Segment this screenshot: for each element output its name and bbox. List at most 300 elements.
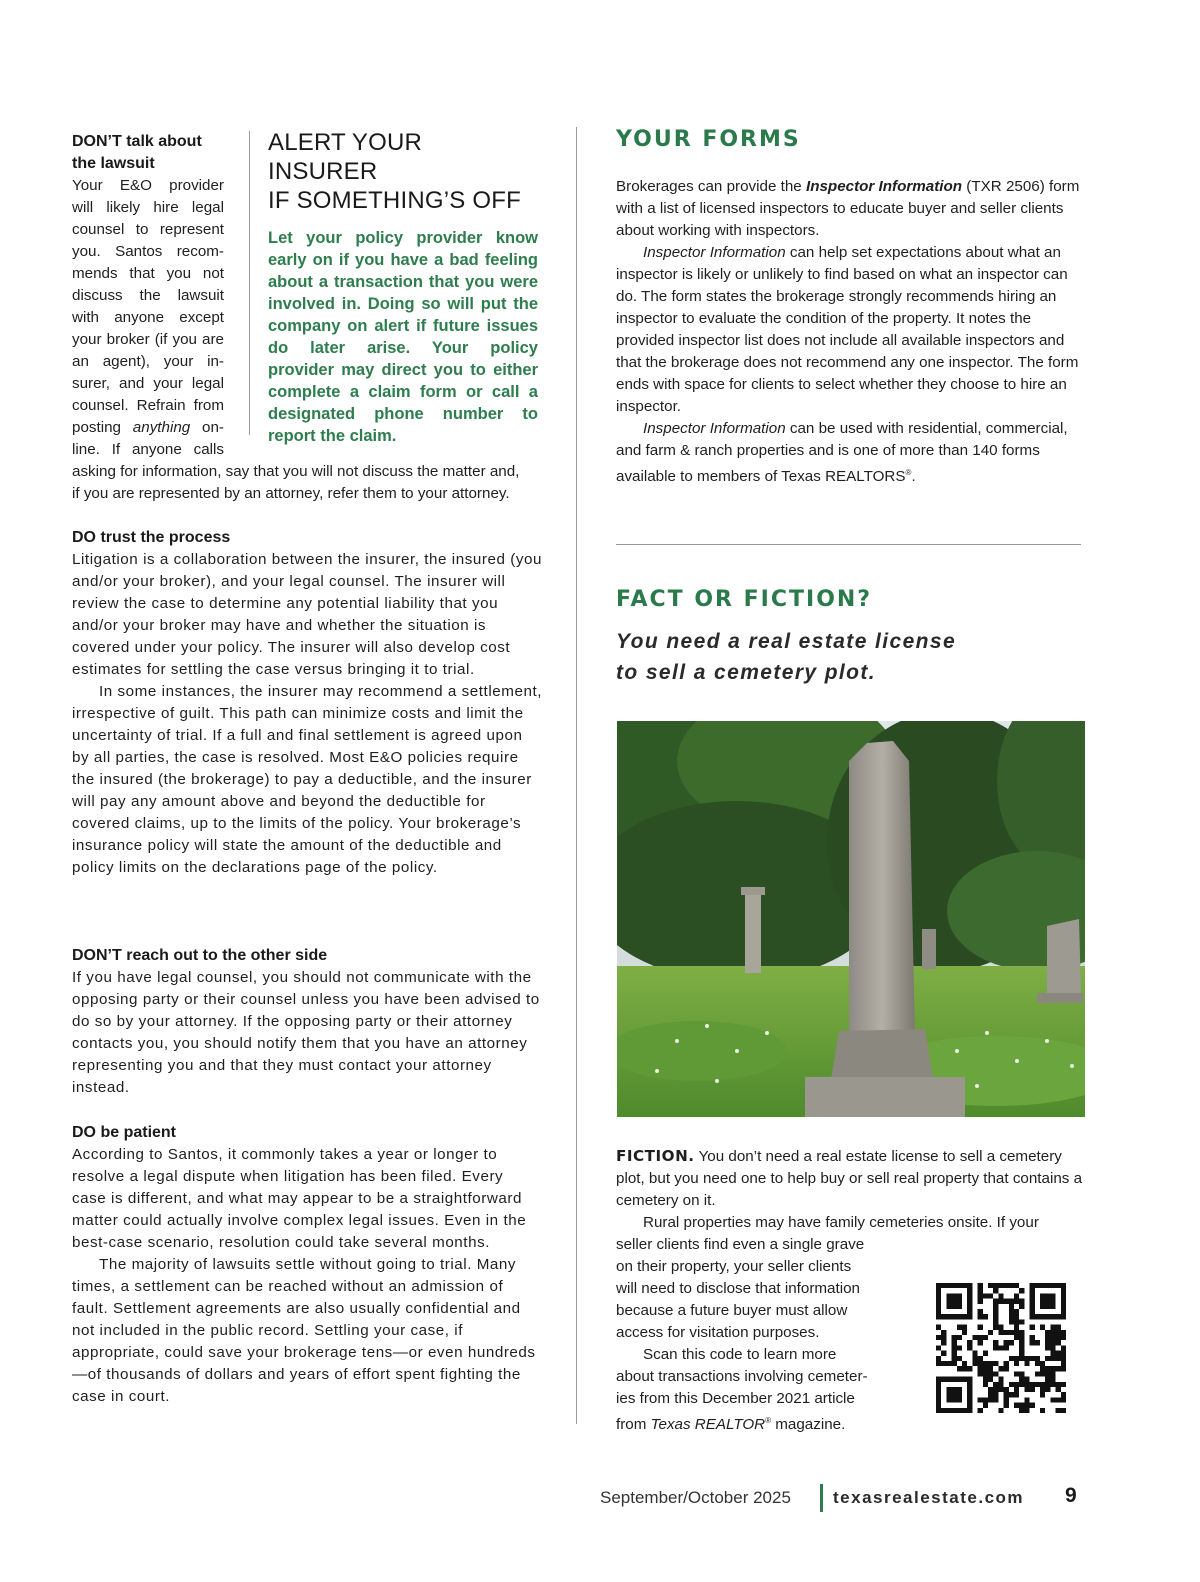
qr-module xyxy=(1014,1319,1019,1324)
qr-module xyxy=(1014,1356,1019,1361)
qr-module xyxy=(1019,1299,1024,1304)
qr-module xyxy=(993,1319,998,1324)
qr-module xyxy=(941,1330,946,1335)
column-divider xyxy=(576,127,577,1424)
footer-site[interactable]: texasrealestate.com xyxy=(833,1488,1025,1507)
qr-module xyxy=(941,1340,946,1345)
qr-module xyxy=(983,1351,988,1356)
from-pre: from xyxy=(616,1416,651,1434)
scan-line-from xyxy=(616,1410,896,1436)
qr-module xyxy=(983,1403,988,1408)
qr-module xyxy=(1040,1382,1045,1387)
qr-module xyxy=(1061,1345,1066,1350)
qr-module xyxy=(1024,1377,1029,1382)
forms-section xyxy=(616,126,1082,488)
qr-module xyxy=(983,1397,988,1402)
footer xyxy=(600,1484,1160,1514)
dont-talk-line: with anyone except xyxy=(72,309,224,326)
dont-talk-line: will likely hire legal xyxy=(72,199,224,216)
qr-module xyxy=(993,1314,998,1319)
qr-module xyxy=(1045,1377,1050,1382)
qr-module xyxy=(1019,1382,1024,1387)
qr-module xyxy=(1035,1361,1040,1366)
qr-module xyxy=(988,1377,993,1382)
qr-module xyxy=(1014,1361,1019,1366)
rural-line: Rural properties may have family cemeteries onsite. If your xyxy=(643,1214,1039,1231)
qr-module xyxy=(1030,1340,1035,1345)
qr-module xyxy=(1035,1356,1040,1361)
qr-module xyxy=(1009,1319,1014,1324)
qr-code-graphic xyxy=(936,1283,1066,1413)
qr-module xyxy=(998,1330,1003,1335)
qr-module xyxy=(972,1335,977,1340)
qr-module xyxy=(1056,1335,1061,1340)
qr-module xyxy=(1061,1361,1066,1366)
qr-module xyxy=(993,1387,998,1392)
qr-module xyxy=(988,1397,993,1402)
registered-mark: ® xyxy=(765,1416,772,1425)
qr-module xyxy=(967,1340,972,1345)
qr-module xyxy=(1014,1403,1019,1408)
qr-module xyxy=(1045,1382,1050,1387)
rural-line: on their property, your seller clients xyxy=(616,1258,852,1275)
qr-module xyxy=(1056,1387,1061,1392)
fiction-para xyxy=(616,1145,1084,1212)
forms-text: can be used with residential, commercial, and farm & ranch properties and is one of more than 140 forms available to members of Texas REALTORS xyxy=(616,420,1068,486)
qr-module xyxy=(1004,1387,1009,1392)
qr-module xyxy=(1056,1330,1061,1335)
qr-module xyxy=(1040,1325,1045,1330)
qr-module xyxy=(978,1293,983,1298)
forms-text: can help set expectations about what an inspector is likely or unlikely to find based on what an inspector can do. The form states the brokerage strongly recommends hiring an inspector to evaluate the condition of the property. It notes the provided inspector list does not include all available inspectors and that the brokerage does not recommend any one inspector. The form ends with space for clients to select whether they choose to hire an inspector. xyxy=(616,244,1079,415)
qr-module xyxy=(1004,1330,1009,1335)
qr-module xyxy=(941,1335,946,1340)
form-name-emphasis: Inspector Information xyxy=(643,244,786,261)
qr-module xyxy=(993,1397,998,1402)
qr-module xyxy=(1045,1340,1050,1345)
qr-module xyxy=(988,1387,993,1392)
qr-module xyxy=(1035,1371,1040,1376)
qr-module xyxy=(1019,1340,1024,1345)
patient-para: The majority of lawsuits settle without going to trial. Many times, a settlement can be reached without an admission of fault. Settlement agreements are also usually confidential and not included in the public record. Settling your case, if appropriate, could save your brokerage tens—or even hundreds—of thousands of dollars and years of effort spent fighting the case in court. xyxy=(72,1256,536,1405)
forms-para xyxy=(616,176,1082,242)
qr-module xyxy=(1056,1340,1061,1345)
dont-talk-line: asking for information, say that you will not discuss the matter and, xyxy=(72,463,520,480)
qr-module xyxy=(988,1293,993,1298)
qr-module xyxy=(1045,1335,1050,1340)
qr-module xyxy=(1014,1382,1019,1387)
qr-module xyxy=(1004,1403,1009,1408)
forms-para xyxy=(616,242,1082,418)
qr-module xyxy=(993,1309,998,1314)
qr-module xyxy=(978,1371,983,1376)
qr-module xyxy=(1056,1325,1061,1330)
qr-module xyxy=(1050,1377,1055,1382)
qr-module xyxy=(1009,1299,1014,1304)
forms-text: Brokerages can provide the xyxy=(616,178,806,195)
qr-module xyxy=(1004,1361,1009,1366)
qr-module xyxy=(1019,1335,1024,1340)
qr-module xyxy=(998,1366,1003,1371)
qr-module xyxy=(1056,1382,1061,1387)
qr-module xyxy=(1061,1351,1066,1356)
qr-module xyxy=(1019,1403,1024,1408)
qr-module xyxy=(1050,1325,1055,1330)
qr-module xyxy=(1019,1319,1024,1324)
trust-heading: DO trust the process xyxy=(72,529,231,546)
qr-module xyxy=(1019,1408,1024,1413)
fiction-text: You don’t need a real estate license to sell a cemetery plot, but you need one to help buy or sell real property that contains a cemetery on it. xyxy=(616,1148,1083,1209)
qr-module xyxy=(1040,1361,1045,1366)
qr-module xyxy=(1009,1392,1014,1397)
qr-module xyxy=(978,1340,983,1345)
qr-module xyxy=(1061,1335,1066,1340)
qr-module xyxy=(1004,1366,1009,1371)
qr-module xyxy=(1045,1356,1050,1361)
qr-module xyxy=(936,1345,941,1350)
qr-module xyxy=(1061,1408,1066,1413)
qr-module xyxy=(1056,1366,1061,1371)
qr-module xyxy=(988,1330,993,1335)
qr-module xyxy=(957,1356,962,1361)
qr-module xyxy=(1050,1397,1055,1402)
qr-module xyxy=(1014,1392,1019,1397)
posting-emphasis: anything xyxy=(132,419,191,436)
qr-module xyxy=(952,1351,957,1356)
qr-module xyxy=(998,1325,1003,1330)
qr-module xyxy=(1045,1330,1050,1335)
qr-module xyxy=(998,1382,1003,1387)
dont-talk-heading: DON’T talk about the lawsuit xyxy=(72,133,202,172)
qr-module xyxy=(1009,1304,1014,1309)
alert-box xyxy=(268,128,538,447)
dont-talk-narrow xyxy=(72,175,224,461)
rural-line: access for visitation purposes. xyxy=(616,1324,820,1341)
qr-module xyxy=(978,1288,983,1293)
patient-para: According to Santos, it commonly takes a year or longer to resolve a legal dispute when litigation has been filed. Every case is different, and what may appear to be a straightforward matter could actually involve complex legal issues. Even in the best-case scenario, resolution could take several months. xyxy=(72,1146,527,1251)
qr-module xyxy=(1004,1397,1009,1402)
magazine-name: Texas REALTOR xyxy=(650,1416,766,1434)
qr-module xyxy=(962,1325,967,1330)
footer-divider xyxy=(820,1484,823,1512)
qr-module xyxy=(1019,1345,1024,1350)
qr-module xyxy=(993,1361,998,1366)
qr-module xyxy=(998,1293,1003,1298)
qr-module xyxy=(952,1345,957,1350)
trust-para: In some instances, the insurer may recommend a settlement, irrespective of guilt. This path can minimize costs and limit the uncertainty of trial. If a full and final settlement is agreed upon by all parties, the case is resolved. Most E&O policies require the insured (the brokerage) to pay a deductible, and the insurer will pay any amount above and beyond the deductible for covered claims, up to the limits of the policy. Your brokerage’s insurance policy will state the amount of the deductible and policy limits on the declarations page of the policy. xyxy=(72,683,542,876)
qr-module xyxy=(957,1345,962,1350)
reach-section xyxy=(72,945,542,1099)
qr-module xyxy=(1019,1371,1024,1376)
qr-module xyxy=(1014,1371,1019,1376)
scan-line: ies from this December 2021 article xyxy=(616,1390,855,1407)
qr-module xyxy=(993,1299,998,1304)
qr-module xyxy=(993,1371,998,1376)
qr-module xyxy=(1014,1387,1019,1392)
qr-module xyxy=(1040,1366,1045,1371)
qr-module xyxy=(998,1283,1003,1288)
qr-module xyxy=(983,1382,988,1387)
qr-module xyxy=(936,1361,941,1366)
qr-module xyxy=(1030,1335,1035,1340)
dont-talk-line: counsel to represent xyxy=(72,221,224,238)
qr-module xyxy=(1061,1397,1066,1402)
fact-question xyxy=(616,626,1082,688)
alert-body: Let your policy provider know early on if you have a bad feeling about a transaction that you were involved in. Doing so will put the company on alert if future issues do later arise. Your policy provider may direct you to either complete a claim form or call a designated phone number to report the claim. xyxy=(268,229,538,445)
qr-module xyxy=(988,1392,993,1397)
qr-module xyxy=(978,1408,983,1413)
qr-module xyxy=(1009,1314,1014,1319)
qr-module xyxy=(1009,1356,1014,1361)
qr-module xyxy=(1030,1403,1035,1408)
qr-module xyxy=(1050,1356,1055,1361)
fact-heading: FACT OR FICTION? xyxy=(616,587,873,612)
qr-module xyxy=(936,1335,941,1340)
qr-module xyxy=(983,1361,988,1366)
qr-module xyxy=(993,1288,998,1293)
qr-module xyxy=(1004,1392,1009,1397)
qr-module xyxy=(1009,1382,1014,1387)
dont-talk-line-posting xyxy=(72,417,224,439)
qr-module xyxy=(1014,1293,1019,1298)
qr-module xyxy=(993,1283,998,1288)
qr-module xyxy=(967,1366,972,1371)
footer-page-number: 9 xyxy=(1065,1484,1077,1507)
qr-module xyxy=(988,1366,993,1371)
qr-module xyxy=(978,1299,983,1304)
qr-module xyxy=(1009,1309,1014,1314)
qr-module xyxy=(1030,1387,1035,1392)
qr-module xyxy=(1050,1330,1055,1335)
qr-module xyxy=(983,1377,988,1382)
rural-line: seller clients find even a single grave xyxy=(616,1236,865,1253)
qr-module xyxy=(1050,1382,1055,1387)
qr-module xyxy=(1024,1361,1029,1366)
qr-module xyxy=(1045,1345,1050,1350)
qr-module xyxy=(957,1335,962,1340)
qr-module xyxy=(978,1335,983,1340)
qr-module xyxy=(972,1351,977,1356)
qr-module xyxy=(962,1366,967,1371)
qr-module xyxy=(993,1382,998,1387)
alert-title-line: ALERT YOUR INSURER xyxy=(268,129,423,185)
qr-module xyxy=(952,1340,957,1345)
qr-module xyxy=(1014,1325,1019,1330)
qr-module xyxy=(978,1314,983,1319)
qr-module xyxy=(1019,1351,1024,1356)
alert-title xyxy=(268,128,538,215)
qr-module xyxy=(946,1361,951,1366)
forms-text: . xyxy=(911,468,916,486)
dont-talk-line: Your E&O provider xyxy=(72,177,224,194)
qr-module xyxy=(978,1356,983,1361)
qr-module xyxy=(978,1361,983,1366)
qr-module xyxy=(1014,1330,1019,1335)
qr-module xyxy=(1004,1283,1009,1288)
posting-post: on- xyxy=(190,419,224,436)
forms-body xyxy=(616,176,1082,488)
qr-module xyxy=(1045,1387,1050,1392)
qr-module xyxy=(993,1325,998,1330)
qr-module xyxy=(972,1356,977,1361)
dont-talk-line: discuss the lawsuit xyxy=(72,287,224,304)
qr-module xyxy=(993,1304,998,1309)
qr-module xyxy=(957,1366,962,1371)
qr-module xyxy=(983,1335,988,1340)
dont-talk-line: if you are represented by an attorney, refer them to your attorney. xyxy=(72,485,510,502)
qr-module xyxy=(1040,1408,1045,1413)
qr-module xyxy=(998,1299,1003,1304)
qr-module xyxy=(998,1387,1003,1392)
qr-module xyxy=(1019,1288,1024,1293)
qr-module xyxy=(988,1361,993,1366)
qr-module xyxy=(1030,1382,1035,1387)
qr-module xyxy=(1040,1371,1045,1376)
qr-module xyxy=(962,1361,967,1366)
qr-module xyxy=(1061,1356,1066,1361)
alert-title-line: IF SOMETHING’S OFF xyxy=(268,187,521,214)
alert-divider xyxy=(249,131,250,435)
qr-module xyxy=(998,1345,1003,1350)
qr-code[interactable] xyxy=(936,1283,1066,1413)
cemetery-photo xyxy=(617,721,1085,1117)
fiction-label: FICTION. xyxy=(616,1147,695,1165)
qr-module xyxy=(1004,1340,1009,1345)
qr-module xyxy=(1040,1387,1045,1392)
qr-module xyxy=(993,1392,998,1397)
dont-talk-line: an agent), your in- xyxy=(72,353,224,370)
qr-module xyxy=(1014,1314,1019,1319)
qr-module xyxy=(983,1366,988,1371)
qr-module xyxy=(952,1361,957,1366)
dont-talk-wide xyxy=(72,461,542,505)
qr-module xyxy=(1019,1304,1024,1309)
qr-module xyxy=(1024,1387,1029,1392)
forms-heading: YOUR FORMS xyxy=(616,127,801,152)
dont-talk-line: line. If anyone calls xyxy=(72,441,224,458)
qr-module xyxy=(978,1325,983,1330)
trust-para: Litigation is a collaboration between the insurer, the insured (you and/or your broker), and your legal counsel. The insurer will review the case to determine any potential liability that you and/or your broker may have and whether the situation is covered under your policy. The insurer will also develop cost estimates for settling the case versus bringing it to trial. xyxy=(72,551,542,678)
qr-module xyxy=(1004,1345,1009,1350)
trust-section xyxy=(72,527,542,879)
qr-module xyxy=(962,1330,967,1335)
qr-module xyxy=(1045,1371,1050,1376)
qr-module xyxy=(988,1283,993,1288)
qr-module xyxy=(1004,1299,1009,1304)
qr-module xyxy=(1056,1351,1061,1356)
qr-module xyxy=(1009,1330,1014,1335)
registered-mark: ® xyxy=(905,468,912,477)
qr-module xyxy=(941,1361,946,1366)
forms-text: (TXR 2506) form with a list of licensed inspectors to educate buyer and seller clients about working with inspectors. xyxy=(616,178,1080,239)
qr-module xyxy=(1050,1335,1055,1340)
scan-line: Scan this code to learn more xyxy=(643,1346,837,1363)
from-post: magazine. xyxy=(771,1416,846,1434)
qr-module xyxy=(1056,1408,1061,1413)
footer-issue: September/October 2025 xyxy=(600,1488,791,1507)
qr-module xyxy=(1024,1397,1029,1402)
qr-module xyxy=(1050,1345,1055,1350)
qr-module xyxy=(1061,1392,1066,1397)
qr-module xyxy=(946,1293,962,1309)
dont-talk-line: you. Santos recom- xyxy=(72,243,224,260)
form-name-emphasis: Inspector Information xyxy=(805,178,963,195)
qr-module xyxy=(1040,1293,1056,1309)
dont-talk-line: surer, and your legal xyxy=(72,375,224,392)
section-rule xyxy=(616,544,1081,545)
qr-module xyxy=(983,1293,988,1298)
qr-module xyxy=(978,1309,983,1314)
qr-module xyxy=(988,1371,993,1376)
qr-module xyxy=(978,1397,983,1402)
fact-question-line: You need a real estate license xyxy=(616,630,957,653)
qr-module xyxy=(1014,1309,1019,1314)
qr-module xyxy=(1056,1356,1061,1361)
qr-module xyxy=(936,1325,941,1330)
qr-module xyxy=(952,1335,957,1340)
qr-module xyxy=(1050,1366,1055,1371)
qr-module xyxy=(1024,1382,1029,1387)
qr-module xyxy=(1019,1330,1024,1335)
form-name-emphasis: Inspector Information xyxy=(643,420,786,437)
rural-line: because a future buyer must allow xyxy=(616,1302,848,1319)
qr-module xyxy=(952,1356,957,1361)
qr-module xyxy=(1024,1356,1029,1361)
qr-module xyxy=(957,1325,962,1330)
scan-line: about transactions involving cemeter- xyxy=(616,1368,868,1385)
qr-module xyxy=(1040,1392,1045,1397)
qr-module xyxy=(1061,1366,1066,1371)
qr-module xyxy=(1030,1325,1035,1330)
qr-module xyxy=(1061,1330,1066,1335)
qr-module xyxy=(1009,1340,1014,1345)
qr-module xyxy=(998,1377,1003,1382)
fact-question-line: to sell a cemetery plot. xyxy=(616,661,877,684)
rural-line: will need to disclose that information xyxy=(616,1280,860,1297)
qr-module xyxy=(1035,1382,1040,1387)
qr-module xyxy=(983,1314,988,1319)
dont-talk-line: counsel. Refrain from xyxy=(72,397,224,414)
qr-module xyxy=(1056,1397,1061,1402)
qr-module xyxy=(941,1351,946,1356)
reach-heading: DON’T reach out to the other side xyxy=(72,947,328,964)
qr-module xyxy=(1009,1283,1014,1288)
forms-para xyxy=(616,418,1082,488)
patient-section xyxy=(72,1122,542,1408)
qr-module xyxy=(1019,1377,1024,1382)
fact-section xyxy=(616,586,1082,688)
qr-module xyxy=(1045,1366,1050,1371)
cemetery-photo-graphic xyxy=(617,721,1085,1117)
reach-para: If you have legal counsel, you should not communicate with the opposing party or their counsel unless you have been advised to do so by your attorney. If the opposing party or their attorney contacts you, you should notify them that you have an attorney representing you and that they must contact your attorney instead. xyxy=(72,969,540,1096)
qr-module xyxy=(946,1387,962,1403)
qr-module xyxy=(967,1345,972,1350)
qr-module xyxy=(1050,1351,1055,1356)
patient-heading: DO be patient xyxy=(72,1124,177,1141)
qr-module xyxy=(983,1371,988,1376)
qr-module xyxy=(936,1356,941,1361)
qr-module xyxy=(1061,1382,1066,1387)
qr-module xyxy=(1014,1335,1019,1340)
qr-module xyxy=(998,1408,1003,1413)
qr-module xyxy=(978,1366,983,1371)
qr-module xyxy=(1024,1408,1029,1413)
posting-pre: posting xyxy=(72,419,133,436)
qr-module xyxy=(978,1283,983,1288)
qr-module xyxy=(972,1361,977,1366)
qr-module xyxy=(1019,1356,1024,1361)
rural-lines xyxy=(616,1234,896,1436)
